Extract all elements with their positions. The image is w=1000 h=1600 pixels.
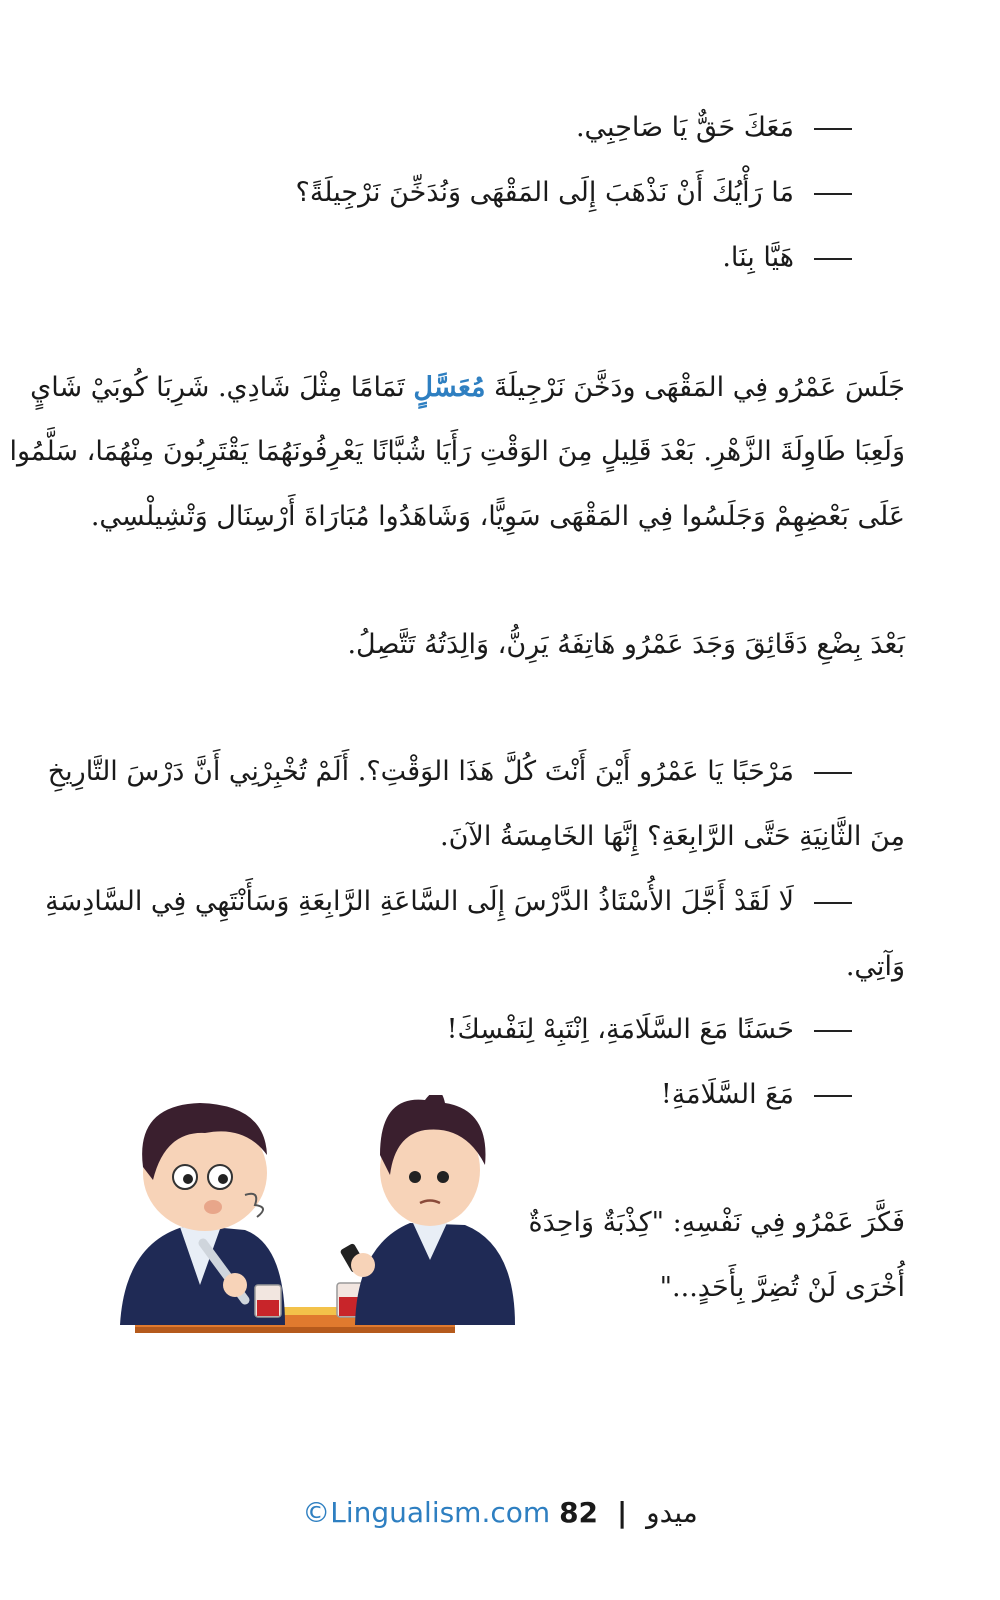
page-footer (0, 1496, 1000, 1529)
page-number: 82 (559, 1496, 599, 1529)
two-friends-illustration (95, 1095, 525, 1370)
right-boy-eye (409, 1171, 421, 1183)
right-boy-hand (351, 1253, 375, 1277)
paragraph-line (91, 497, 905, 537)
dialog-line (661, 1075, 852, 1115)
right-boy-eye (437, 1171, 449, 1183)
left-boy-eye (183, 1174, 193, 1184)
dialog-text: مَا رَأْيُكَ أَنْ نَذْهَبَ إِلَى المَقْهَى وَنُدَخِّنَ نَرْجِيلَةً؟ (295, 177, 794, 208)
dialog-line (45, 882, 852, 922)
paragraph-text: جَلَسَ عَمْرُو فِي المَقْهَى ودَخَّنَ نَرْجِيلَةَ (494, 372, 905, 403)
thought-text: أُخْرَى لَنْ تُضِرَّ بِأَحَدٍ..." (659, 1272, 905, 1303)
dialog-line (48, 752, 852, 792)
dialog-line (296, 173, 853, 213)
dialog-dash (814, 258, 852, 260)
board-icon (280, 1307, 340, 1315)
paragraph-line (9, 432, 905, 472)
dialog-text: حَسَنًا مَعَ السَّلَامَةِ، اِنْتَبِهْ لِنَفْسِكَ! (446, 1014, 794, 1045)
dialog-text: مَرْحَبًا يَا عَمْرُو أَيْنَ أَنْتَ كُلَّ هَذَا الوَقْتِ؟. أَلَمْ تُخْبِرْنِي أَنَّ دَرْسَ التَّارِيخِ (47, 756, 794, 787)
thought-line (660, 1268, 905, 1308)
paragraph-text: عَلَى بَعْضِهِمْ وَجَلَسُوا فِي المَقْهَى سَوِيًّا، وَشَاهَدُوا مُبَارَاةَ أَرْسِنَال وَتْشِيلْسِي. (90, 501, 905, 532)
paragraph-text: تَمَامًا مِثْلَ شَادِي. شَرِبَا كُوبَيْ شَايٍ (30, 372, 405, 403)
dialog-dash (814, 1030, 852, 1032)
dialog-text: مَعَكَ حَقٌّ يَا صَاحِبِي. (575, 112, 794, 143)
left-boy-eye (218, 1174, 228, 1184)
dialog-text: لَا لَقَدْ أَجَّلَ الأُسْتَاذُ الدَّرْسَ إِلَى السَّاعَةِ الرَّابِعَةِ وَسَأَنْتَهِي فِي السَّادِسَةِ (45, 886, 794, 917)
dialog-text: مَعَ السَّلَامَةِ! (660, 1079, 794, 1110)
brand-link[interactable]: ©Lingualism.com (302, 1496, 551, 1529)
dialog-line (447, 1010, 852, 1050)
paragraph-line (30, 368, 905, 408)
dialog-dash (814, 772, 852, 774)
dialog-dash (814, 128, 852, 130)
book-title: ميدو (646, 1496, 698, 1529)
table-edge (135, 1327, 455, 1333)
paragraph-line (347, 625, 905, 665)
vocab-highlight: مُعَسَّلٍ (413, 372, 486, 403)
thought-line (528, 1203, 905, 1243)
dialog-line (576, 108, 852, 148)
dialog-dash (814, 193, 852, 195)
dialog-line-continuation (440, 817, 905, 857)
dialog-line-continuation (846, 947, 905, 987)
thought-text: فَكَّرَ عَمْرُو فِي نَفْسِهِ: "كِذْبَةٌ وَاحِدَةٌ (528, 1207, 905, 1238)
left-boy-hand (223, 1273, 247, 1297)
dialog-line (722, 238, 852, 278)
dialog-text: مِنَ الثَّانِيَةِ حَتَّى الرَّابِعَةِ؟ إِنَّهَا الخَامِسَةُ الآنَ. (440, 821, 905, 852)
paragraph-text: بَعْدَ بِضْعِ دَقَائِقَ وَجَدَ عَمْرُو هَاتِفَهُ يَرِنُّ، وَالِدَتُهُ تَتَّصِلُ. (347, 629, 905, 660)
dialog-text: هَيَّا بِنَا. (722, 242, 794, 273)
dialog-dash (814, 902, 852, 904)
dialog-dash (814, 1095, 852, 1097)
paragraph-text: وَلَعِبَا طَاوِلَةَ الزَّهْرِ. بَعْدَ قَلِيلٍ مِنَ الوَقْتِ رَأَيَا شُبَّانًا يَعْرِفُونَهُمَا يَقْتَرِبُونَ مِنْهُمَا، سَلَّمُوا (9, 436, 905, 467)
dialog-text: وَآتِي. (845, 951, 905, 982)
footer-separator: | (616, 1496, 628, 1529)
